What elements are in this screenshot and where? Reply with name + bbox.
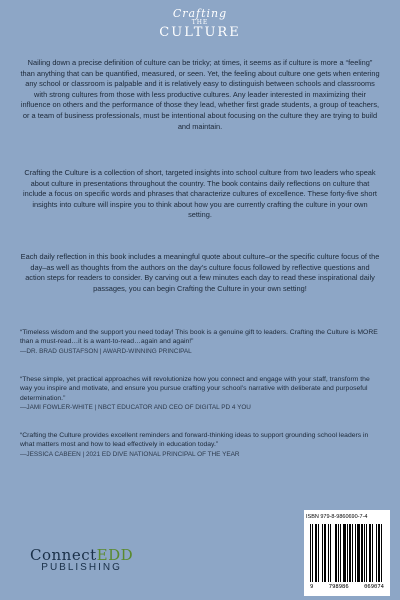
- isbn-text: ISBN 979-8-9860690-7-4: [306, 514, 368, 520]
- barcode-bar: [382, 524, 383, 582]
- endorsement-attribution: —DR. BRAD GUSTAFSON | AWARD-WINNING PRINCIPAL: [20, 347, 192, 355]
- publisher-logo: [30, 546, 133, 573]
- title-logo: [0, 8, 400, 39]
- barcode-digit-group: 9: [310, 584, 314, 590]
- logo-crafting: Crafting: [172, 7, 228, 20]
- barcode-digit-group: 798986: [328, 584, 349, 590]
- description-paragraph-3: Each daily reflection in this book includes a meaningful quote about culture–or the specific culture focus of the day–as well as thoughts from the authors on the day’s culture focus followed by reflective questions and action steps for readers to consider. By carving out a few minutes each day to read these inspirational daily passages, you can begin Crafting the Culture in your own setting!: [20, 252, 380, 293]
- publisher-name-part1: Connect: [30, 546, 97, 564]
- barcode-number: [310, 584, 384, 590]
- description-paragraph-1: Nailing down a precise definition of culture can be tricky; at times, it seems as if culture is more a “feeling” than anything that can be quantified, measured, or seen. Yet, the feeling about culture one gets when entering any school or classroom is palpable and it is relatively easy to distinguish between schools and classrooms with strong cultures from those with less productive cultures. Any leader interested in maximizing their influence on others and the performance of those they lead, whether first grade students, a group of teachers, or a team of business professionals, must be intentional about focusing on the culture they are trying to build and maintain.: [20, 58, 380, 131]
- barcode-digit-group: 069074: [364, 584, 384, 590]
- endorsement-text: “These simple, yet practical approaches will revolutionize how you connect and engage with your staff, transform the way you inspire and motivate, and ensure you pursue crafting your school’s narrative with deliberate and purposeful determination.”: [20, 376, 370, 402]
- publisher-name-part2: EDD: [96, 546, 134, 564]
- endorsement-2: [20, 375, 380, 413]
- logo-the: THE: [191, 19, 209, 26]
- endorsement-text: “Crafting the Culture provides excellent reminders and forward-thinking ideas to support grounding school leaders in what matters most and how to lead effectively in education today.”: [20, 432, 369, 449]
- barcode-bars: [310, 524, 384, 582]
- endorsement-attribution: —JAMI FOWLER-WHITE | NBCT EDUCATOR AND CEO OF DIGITAL PD 4 YOU: [20, 404, 251, 412]
- logo-culture: CULTURE: [159, 25, 241, 40]
- endorsement-1: [20, 328, 380, 356]
- description-paragraph-2: Crafting the Culture is a collection of short, targeted insights into school culture from two leaders who speak about culture in presentations throughout the country. The book contains daily reflections on culture that include a focus on specific words and phrases that characterize cultures of excellence. These forty-five short insights into culture will inspire you to think about how you are currently crafting the culture in your own setting.: [23, 168, 377, 220]
- endorsement-3: [20, 431, 380, 459]
- endorsement-text: “Timeless wisdom and the support you need today! This book is a genuine gift to leaders. Crafting the Culture is MORE than a must-read…it is a want-to-read…again and again!”: [20, 329, 378, 346]
- publisher-subtitle: PUBLISHING: [41, 562, 122, 573]
- endorsement-attribution: —JESSICA CABEEN | 2021 ED DIVE NATIONAL PRINCIPAL OF THE YEAR: [20, 450, 240, 458]
